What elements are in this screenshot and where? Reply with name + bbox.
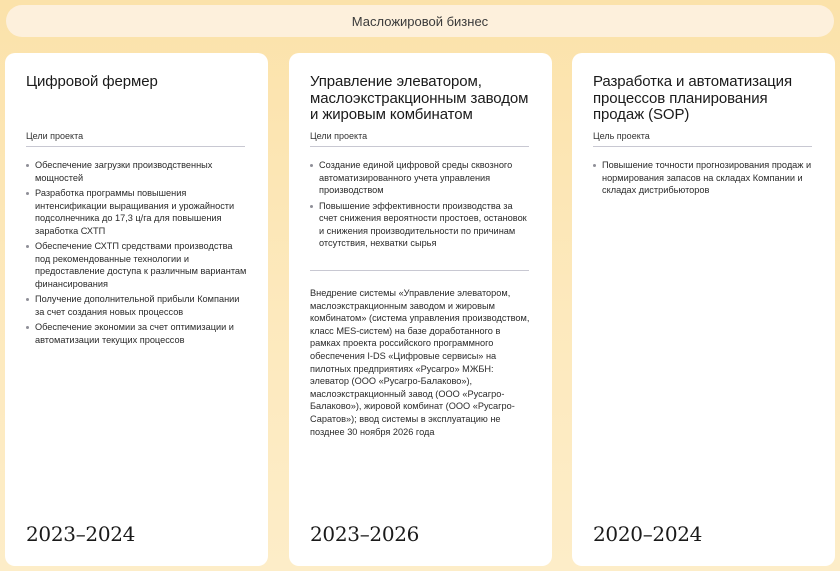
divider	[310, 270, 529, 271]
card-title: Управление элеватором, маслоэкстракционным заводом и жировым комбинатом	[310, 73, 529, 123]
divider	[26, 146, 245, 147]
project-description: Внедрение системы «Управление элеватором, маслоэкстракционным заводом и жировым комбинатом» (система управления производством, класс MES-систем) на базе доработанного в рамках проекта российского программного обеспечения I-DS «Цифровые сервисы» на пилотных предприятиях «Русагро» МЖБН: элеватор (ООО «Русагро-Балаково»), маслоэкстракционный завод (ООО «Русагро-Балаково»), жировой комбинат (ООО «Русагро-Саратов»); ввод системы в эксплуатацию не позднее 30 ноября 2026 года	[310, 288, 530, 437]
goals-list	[310, 159, 532, 253]
divider	[310, 146, 529, 147]
project-years: 2023–2026	[310, 522, 420, 546]
goal-item: Обеспечение загрузки производственных мощностей	[26, 159, 248, 184]
card-title: Цифровой фермер	[26, 73, 158, 90]
project-card-sop	[572, 53, 835, 566]
divider	[593, 146, 812, 147]
goal-item: Повышение эффективности производства за счет снижения вероятности простоев, остановок и снижения производительности по причинам отсутствия, нехватки сырья	[310, 200, 532, 250]
goals-list	[593, 159, 815, 200]
goal-item: Разработка программы повышения интенсификации выращивания и урожайности подсолнечника до 17,3 ц/га для повышения заработка СХТП	[26, 187, 248, 237]
project-card-elevator-management	[289, 53, 552, 566]
goals-list	[26, 159, 248, 349]
goal-item: Получение дополнительной прибыли Компании за счет создания новых процессов	[26, 293, 248, 318]
goal-item: Обеспечение СХТП средствами производства под рекомендованные технологии и предоставление доступа к различным вариантам финансирования	[26, 240, 248, 290]
section-header	[6, 5, 834, 37]
goals-label: Цели проекта	[310, 131, 368, 141]
goals-label: Цель проекта	[593, 131, 650, 141]
goals-label: Цели проекта	[26, 131, 84, 141]
card-title: Разработка и автоматизация процессов планирования продаж (SOP)	[593, 73, 792, 123]
project-years: 2023–2024	[26, 522, 136, 546]
goal-item: Обеспечение экономии за счет оптимизации и автоматизации текущих процессов	[26, 321, 248, 346]
section-title: Масложировой бизнес	[351, 13, 489, 29]
project-card-digital-farmer	[5, 53, 268, 566]
goal-item: Повышение точности прогнозирования продаж и нормирования запасов на складах Компании и складах дистрибьюторов	[593, 159, 815, 197]
project-years: 2020–2024	[593, 522, 703, 546]
goal-item: Создание единой цифровой среды сквозного автоматизированного учета управления производством	[310, 159, 532, 197]
